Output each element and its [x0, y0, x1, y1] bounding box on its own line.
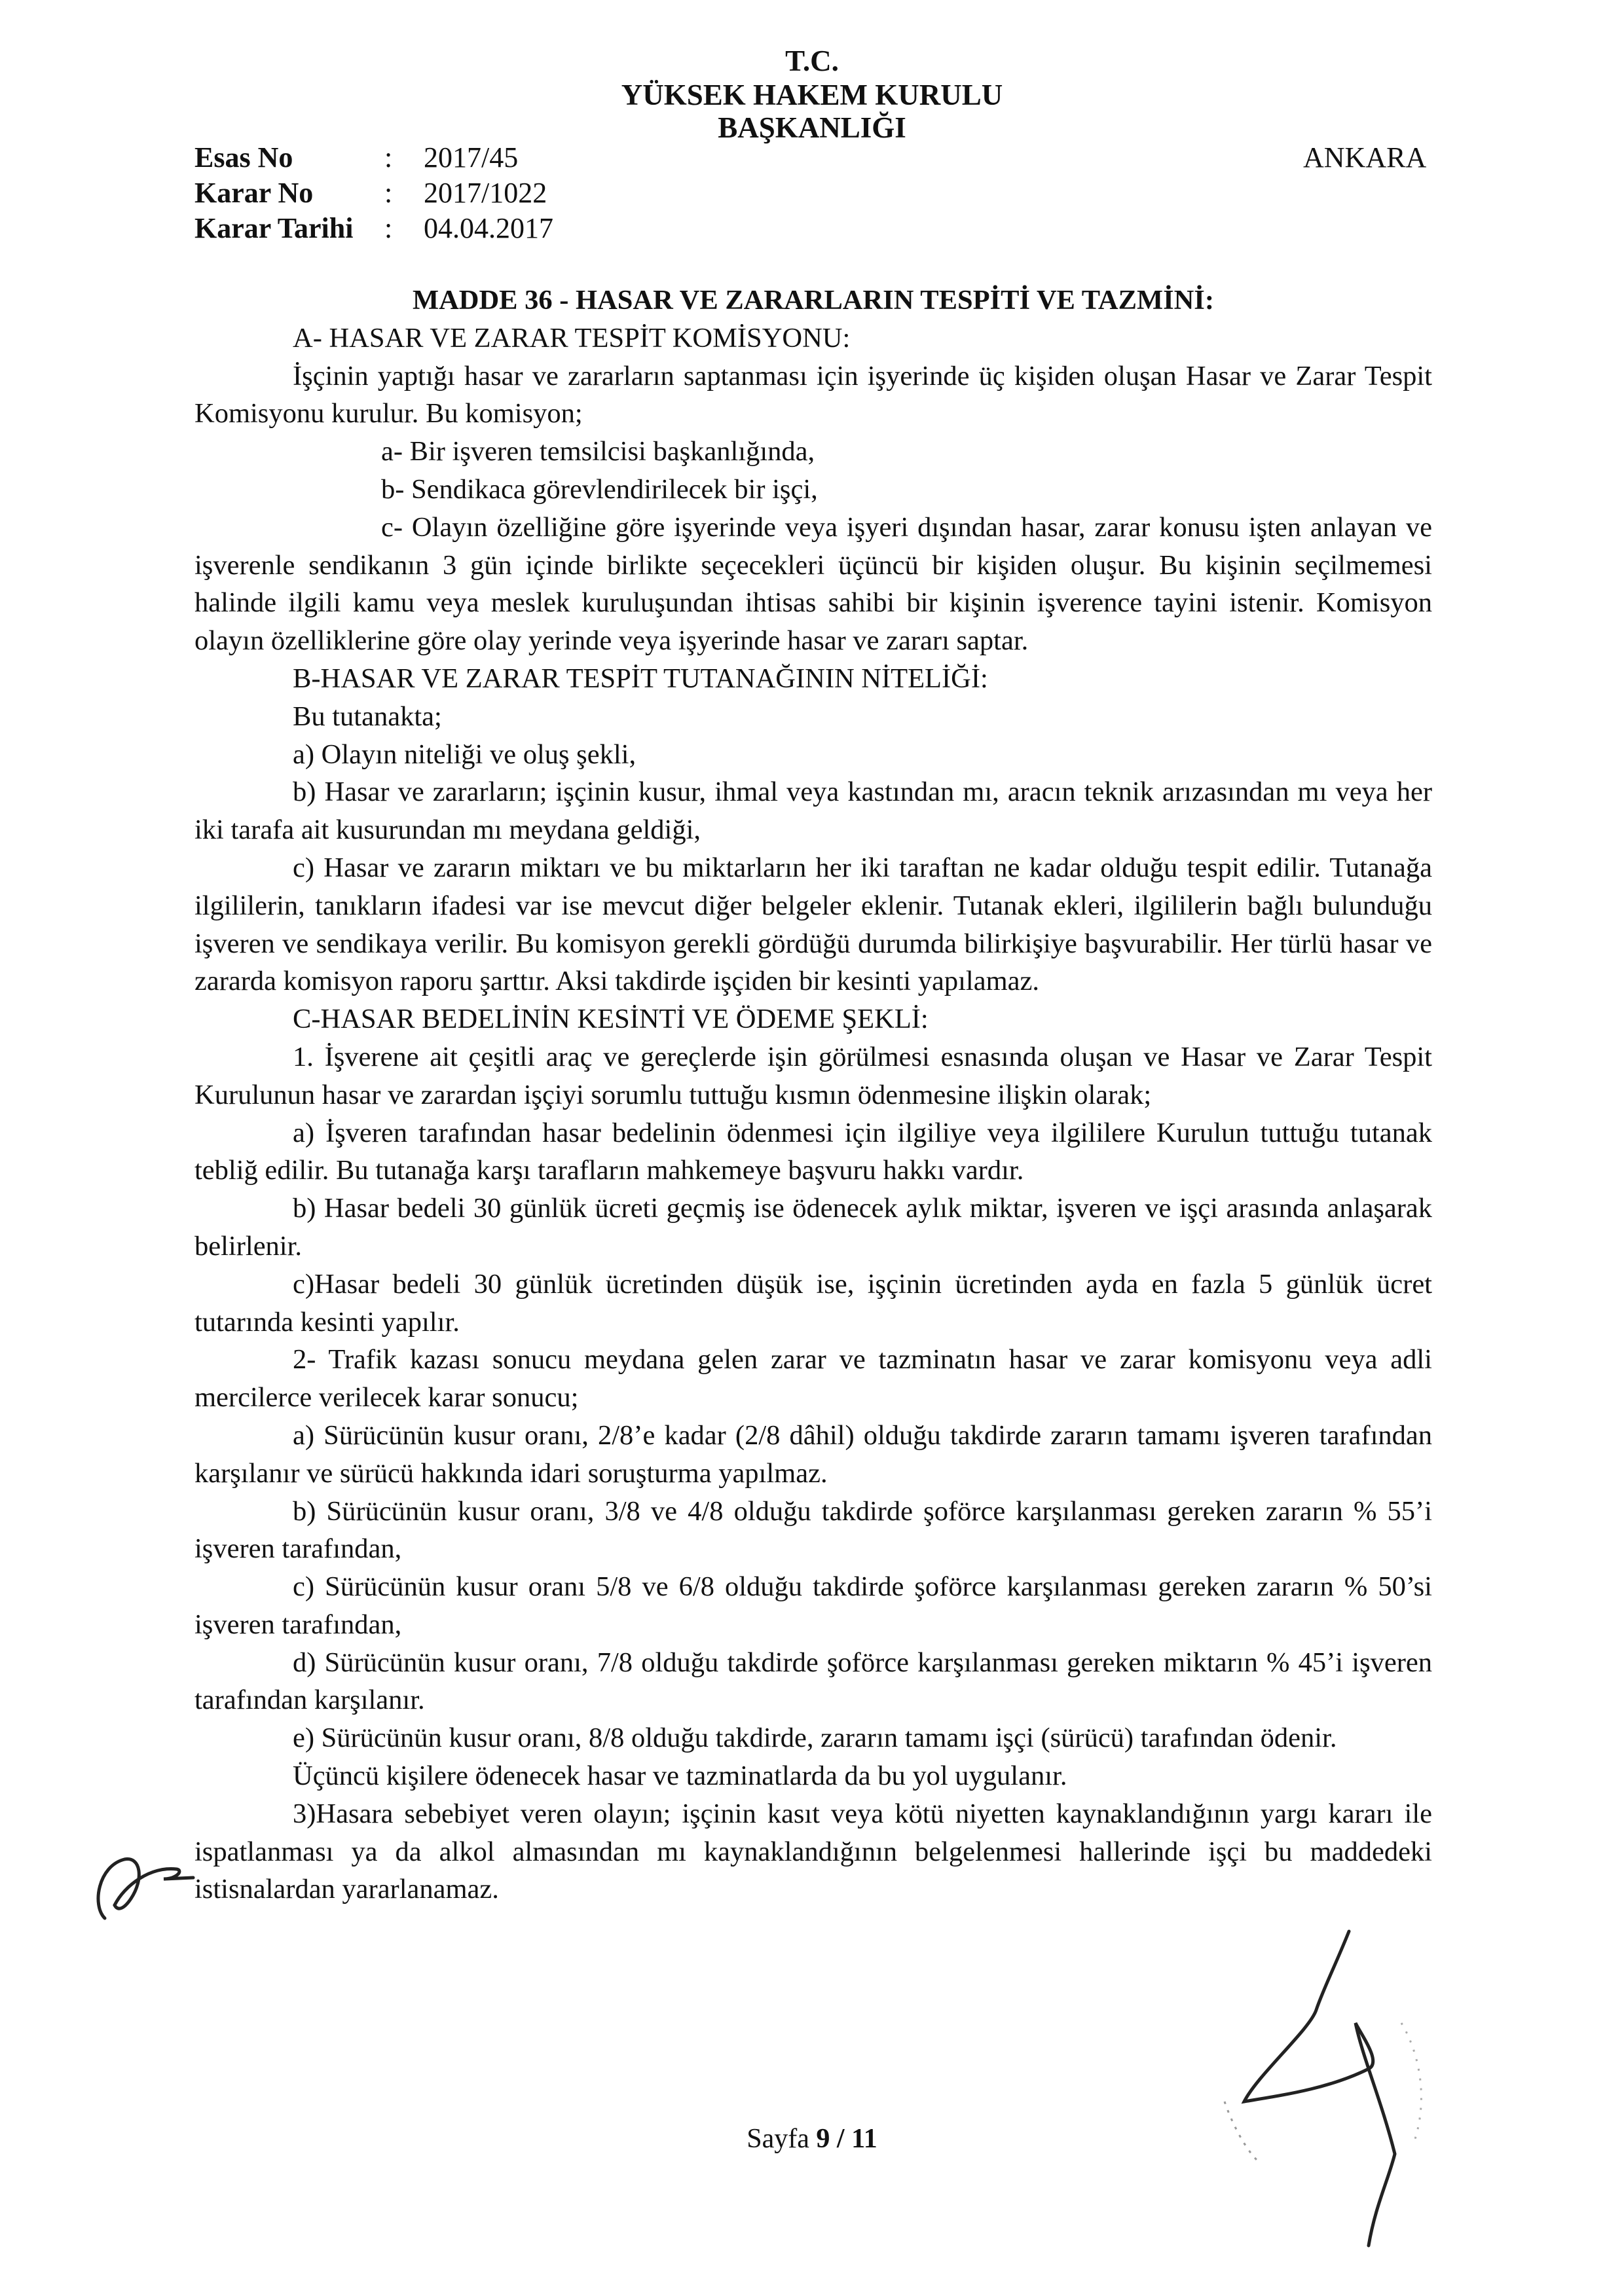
page-separator: /: [836, 2124, 845, 2154]
esas-colon: :: [384, 141, 393, 173]
document-body: [194, 282, 1432, 1908]
list-item: b) Hasar ve zararların; işçinin kusur, ihmal veya kastından mı, aracın teknik arızasından mı veya her iki tarafa ait kusurundan mı meydana geldiği,: [194, 776, 1432, 846]
esas-row: [194, 140, 553, 175]
article-title: MADDE 36 - HASAR VE ZARARLARIN TESPİTİ VE TAZMİNİ:: [412, 285, 1215, 316]
karar-colon: :: [384, 177, 393, 209]
list-item: b) Hasar bedeli 30 günlük ücreti geçmiş ise ödenecek aylık miktar, işveren ve işçi arasında anlaşarak belirlenir.: [194, 1193, 1432, 1262]
paragraph: İşçinin yaptığı hasar ve zararların saptanması için işyerinde üç kişiden oluşan Hasar ve Zarar Tespit Komisyonu kurulur. Bu komisyon;: [194, 360, 1432, 429]
header-tc: T.C.: [785, 45, 839, 77]
signature-mark: [1185, 1905, 1460, 2272]
esas-label: Esas No: [194, 141, 293, 173]
karar-label: Karar No: [194, 177, 314, 209]
case-metadata: [194, 140, 553, 246]
list-item: a- Bir işveren temsilcisi başkanlığında,: [381, 436, 815, 467]
handwritten-initial-mark: [79, 1840, 210, 1938]
list-item: c)Hasar bedeli 30 günlük ücretinden düşük ise, işçinin ücretinden ayda en fazla 5 günlük ücret tutarında kesinti yapılır.: [194, 1268, 1432, 1338]
page-label: Sayfa: [747, 2124, 809, 2154]
list-item: a) İşveren tarafından hasar bedelinin ödenmesi için ilgiliye veya ilgililere Kurulun tuttuğu tutanak tebliğ edilir. Bu tutanağa karşı tarafların mahkemeye başvuru hakkı vardır.: [194, 1117, 1432, 1186]
section-b-heading: B-HASAR VE ZARAR TESPİT TUTANAĞININ NİTELİĞİ:: [293, 663, 988, 694]
tarih-value: 04.04.2017: [424, 212, 553, 244]
section-c-heading: C-HASAR BEDELİNİN KESİNTİ VE ÖDEME ŞEKLİ:: [293, 1004, 929, 1035]
paragraph: Üçüncü kişilere ödenecek hasar ve tazminatlarda da bu yol uygulanır.: [293, 1760, 1067, 1792]
esas-value: 2017/45: [424, 141, 519, 173]
tarih-label: Karar Tarihi: [194, 212, 354, 244]
paragraph: Bu tutanakta;: [293, 701, 442, 732]
paragraph: 3)Hasara sebebiyet veren olayın; işçinin kasıt veya kötü niyetten kaynaklandığının yargı kararı ile ispatlanması ya da alkol almasından mı kaynaklandığının belgelenmesi hallerinde işçi bu maddedeki istisnalardan yararlanamaz.: [194, 1798, 1432, 1905]
list-item: e) Sürücünün kusur oranı, 8/8 olduğu takdirde, zararın tamamı işçi (sürücü) tarafından ödenir.: [293, 1722, 1337, 1754]
list-item: c) Hasar ve zararın miktarı ve bu miktarların her iki taraftan ne kadar olduğu tespit edilir. Tutanağa ilgililerin, tanıkların ifadesi var ise mevcut diğer belgeler eklenir. Tutanak ekleri, ilgililerin bağlı bulunduğu işveren ve sendikaya verilir. Bu komisyon gerekli gördüğü durumda bilirkişiye başvurabilir. Her türlü hasar ve zararda komisyon raporu şarttır. Aksi takdirde işçiden bir kesinti yapılamaz.: [194, 852, 1432, 997]
page-total: 11: [851, 2124, 877, 2154]
header-institution: YÜKSEK HAKEM KURULU: [621, 79, 1003, 111]
list-item: d) Sürücünün kusur oranı, 7/8 olduğu takdirde şoförce karşılanması gereken miktarın % 45’i işveren tarafından karşılanır.: [194, 1647, 1432, 1716]
section-a-heading: A- HASAR VE ZARAR TESPİT KOMİSYONU:: [293, 322, 851, 354]
tarih-colon: :: [384, 212, 393, 244]
list-item: c) Sürücünün kusur oranı 5/8 ve 6/8 olduğu takdirde şoförce karşılanması gereken zararın % 50’si işveren tarafından,: [194, 1571, 1432, 1640]
header-presidency: BAŞKANLIĞI: [718, 111, 906, 144]
paragraph: 1. İşverene ait çeşitli araç ve gereçlerde işin görülmesi esnasında oluşan ve Hasar ve Zarar Tespit Kurulunun hasar ve zarardan işçiyi sorumlu tuttuğu kısmın ödenmesine ilişkin olarak;: [194, 1041, 1432, 1110]
karar-row: [194, 175, 553, 211]
paragraph: 2- Trafik kazası sonucu meydana gelen zarar ve tazminatın hasar ve zarar komisyonu veya adli mercilerce verilecek karar sonucu;: [194, 1344, 1432, 1413]
list-item: a) Olayın niteliği ve oluş şekli,: [293, 738, 637, 770]
tarih-row: [194, 211, 553, 246]
place-label: ANKARA: [1303, 141, 1427, 173]
page-current: 9: [816, 2124, 830, 2154]
list-item: b) Sürücünün kusur oranı, 3/8 ve 4/8 olduğu takdirde şoförce karşılanması gereken zararın % 55’i işveren tarafından,: [194, 1495, 1432, 1565]
karar-value: 2017/1022: [424, 177, 547, 209]
list-item: b- Sendikaca görevlendirilecek bir işçi,: [381, 473, 818, 505]
paragraph: c- Olayın özelliğine göre işyerinde veya işyeri dışından hasar, zarar konusu işten anlayan ve işverenle sendikanın 3 gün içinde birlikte seçecekleri üçüncü bir kişiden oluşur. Bu kişinin seçilmemesi halinde ilgili kamu veya meslek kuruluşundan ihtisas sahibi bir kişinin işverence tayini istenir. Komisyon olayın özelliklerine göre olay yerinde veya işyerinde hasar ve zararı saptar.: [194, 511, 1432, 657]
list-item: a) Sürücünün kusur oranı, 2/8’e kadar (2/8 dâhil) olduğu takdirde zararın tamamı işveren tarafından karşılanır ve sürücü hakkında idari soruşturma yapılmaz.: [194, 1419, 1432, 1489]
